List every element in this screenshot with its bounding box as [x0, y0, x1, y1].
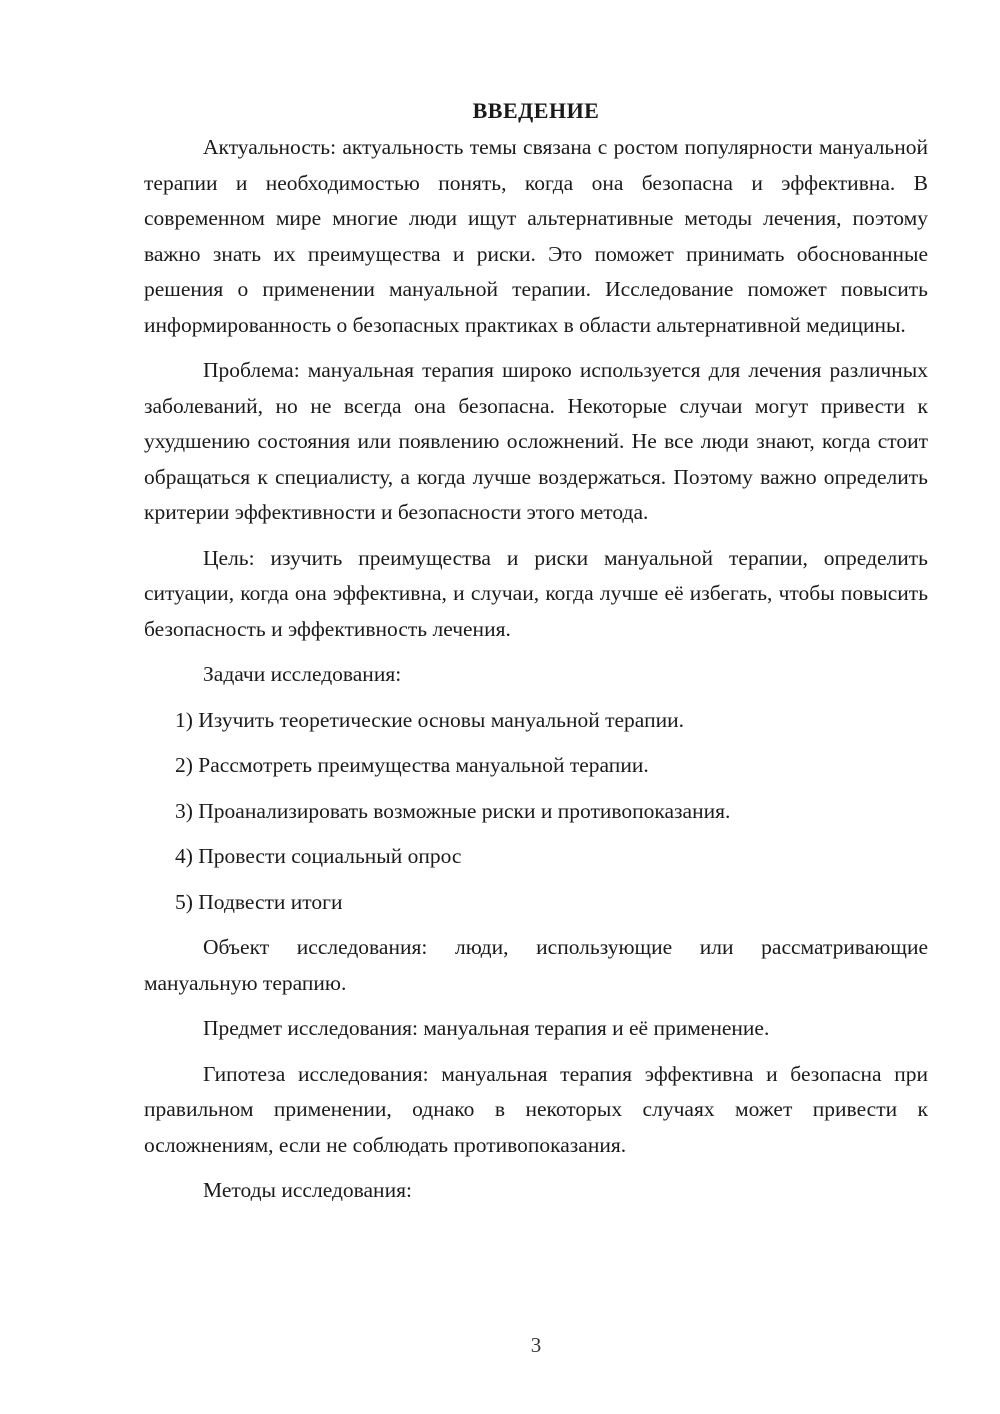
tasks-list: [144, 703, 928, 921]
subject-paragraph: Предмет исследования: мануальная терапия и её применение.: [203, 1016, 770, 1040]
page-title: ВВЕДЕНИЕ: [472, 98, 600, 123]
document-page: [144, 96, 928, 1219]
list-item: 5) Подвести итоги: [175, 889, 343, 914]
list-item: 1) Изучить теоретические основы мануальной терапии.: [175, 707, 684, 732]
relevance-paragraph: Актуальность: актуальность темы связана с ростом популярности мануальной терапии и необходимостью понять, когда она безопасна и эффективна. В современном мире многие люди ищут альтернативные методы лечения, поэтому важно знать их преимущества и риски. Это поможет принимать обоснованные решения о применении мануальной терапии. Исследование поможет повысить информированность о безопасных практиках в области альтернативной медицины.: [144, 135, 928, 337]
problem-paragraph: Проблема: мануальная терапия широко используется для лечения различных заболеваний, но не всегда она безопасна. Некоторые случаи могут привести к ухудшению состояния или появлению осложнений. Не все люди знают, когда стоит обращаться к специалисту, а когда лучше воздержаться. Поэтому важно определить критерии эффективности и безопасности этого метода.: [144, 358, 928, 524]
page-number: 3: [530, 1333, 542, 1357]
hypothesis-paragraph: Гипотеза исследования: мануальная терапия эффективна и безопасна при правильном применении, однако в некоторых случаях может привести к осложнениям, если не соблюдать противопоказания.: [144, 1061, 928, 1157]
list-item: 4) Провести социальный опрос: [175, 844, 462, 868]
methods-heading: Методы исследования:: [203, 1178, 412, 1202]
goal-paragraph: Цель: изучить преимущества и риски мануальной терапии, определить ситуации, когда она эффективна, и случаи, когда лучше её избегать, чтобы повысить безопасность и эффективность лечения.: [144, 545, 928, 641]
object-paragraph: Объект исследования: люди, использующие или рассматривающие мануальную терапию.: [144, 935, 928, 995]
list-item: 3) Проанализировать возможные риски и противопоказания.: [175, 798, 731, 823]
list-item: 2) Рассмотреть преимущества мануальной терапии.: [175, 753, 649, 777]
tasks-heading: Задачи исследования:: [203, 662, 402, 686]
